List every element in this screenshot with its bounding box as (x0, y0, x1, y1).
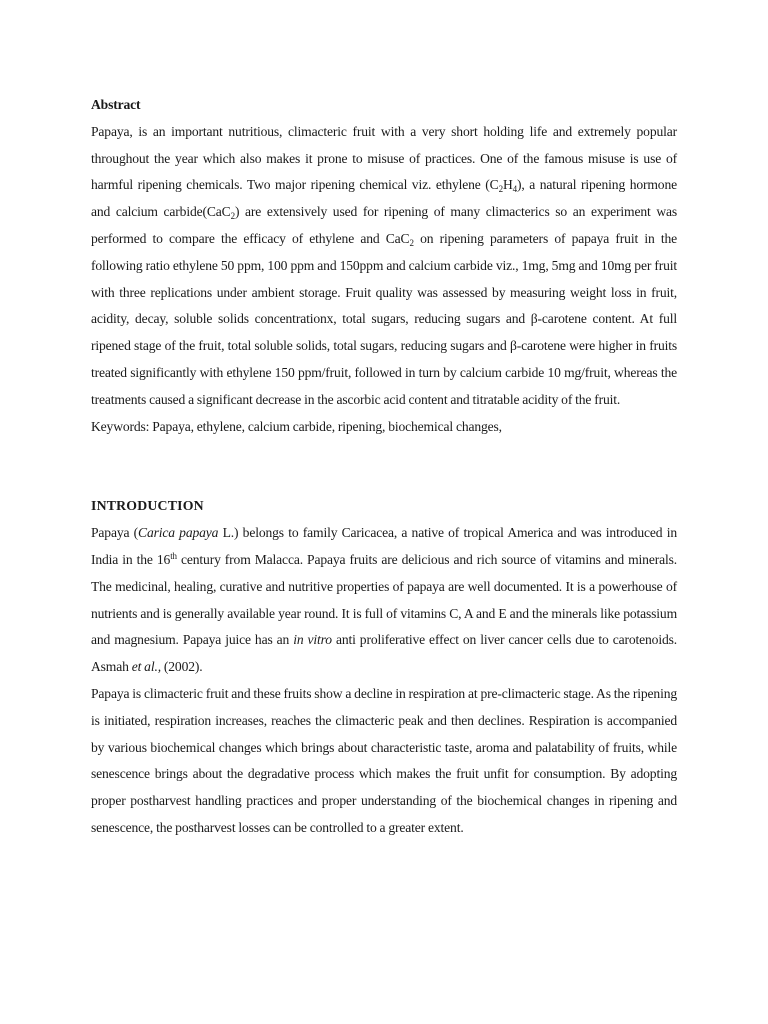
intro-text-3: century from Malacca. Papaya fruits are delicious and rich source of vitamins and minerals. The medicinal, healing, curative and nutritive properties of papaya are well documented. It is a powerhouse of nutrients and is generally available year round. It is full of vitamins C, A and E and the minerals like potassium and magnesium. Papaya juice has an (91, 551, 677, 648)
superscript-th: th (170, 550, 177, 561)
abstract-text-3: ), a natural ripening hormone and calcium carbide(CaC (91, 177, 677, 220)
abstract-heading: Abstract (91, 97, 141, 112)
section-spacer (91, 440, 677, 493)
abstract-text-1: Papaya, is an important nutritious, climacteric fruit with a very short holding life and extremely popular throughout the year which also makes it prone to misuse of practices. One of the famous misuse is use of harmful ripening chemicals. Two major ripening chemical viz. ethylene (C (91, 123, 677, 193)
intro-text-1: Papaya ( (91, 525, 139, 541)
intro-text-2: L.) belongs to family Caricacea, a native of tropical America and was introduced in India in the 16 (91, 525, 678, 567)
abstract-text-2: H (502, 177, 513, 193)
subscript-cac2-b: 2 (409, 237, 414, 248)
subscript-h4: 4 (512, 184, 517, 195)
abstract-text-4: ) are extensively used for ripening of many climacterics so an experiment was performed to compare the efficacy of ethylene and CaC (91, 204, 678, 246)
in-vitro-term: in vitro (293, 632, 332, 648)
intro-text-4: anti proliferative effect on liver cancer cells due to carotenoids. Asmah (91, 632, 677, 675)
et-al-term: et al., (131, 659, 161, 675)
introduction-paragraph-2: Papaya is climacteric fruit and these fruits show a decline in respiration at pre-climacteric stage. As the ripening is initiated, respiration increases, reaches the climacteric peak and then declines. Respiration is accompanied by various biochemical changes which brings about characteristic taste, aroma and palatability of fruits, while senescence brings about the degradative process which makes the fruit unfit for consumption. By adopting proper postharvest handling practices and proper understanding of the biochemical changes in ripening and senescence, the postharvest losses can be controlled to a greater extent. (91, 685, 677, 835)
subscript-c2: 2 (498, 184, 503, 195)
introduction-paragraph-1 (91, 520, 677, 681)
document-page (91, 92, 677, 842)
introduction-heading: INTRODUCTION (91, 498, 204, 514)
keywords-line: Keywords: Papaya, ethylene, calcium carbide, ripening, biochemical changes, (91, 418, 502, 434)
abstract-paragraph (91, 119, 677, 414)
intro-text-5: (2002). (160, 659, 203, 675)
subscript-cac2-a: 2 (230, 211, 235, 222)
abstract-text-5: on ripening parameters of papaya fruit in the following ratio ethylene 50 ppm, 100 ppm and 150ppm and calcium carbide viz., 1mg, 5mg and 10mg per fruit with three replications under ambient storage. Fruit quality was assessed by measuring weight loss in fruit, acidity, decay, soluble solids concentrationx, total sugars, reducing sugars and β-carotene content. At full ripened stage of the fruit, total soluble solids, total sugars, reducing sugars and β-carotene were higher in fruits treated significantly with ethylene 150 ppm/fruit, followed in turn by calcium carbide 10 mg/fruit, whereas the treatments caused a significant decrease in the ascorbic acid content and titratable acidity of the fruit. (91, 230, 677, 407)
species-name: Carica papaya (138, 525, 219, 541)
